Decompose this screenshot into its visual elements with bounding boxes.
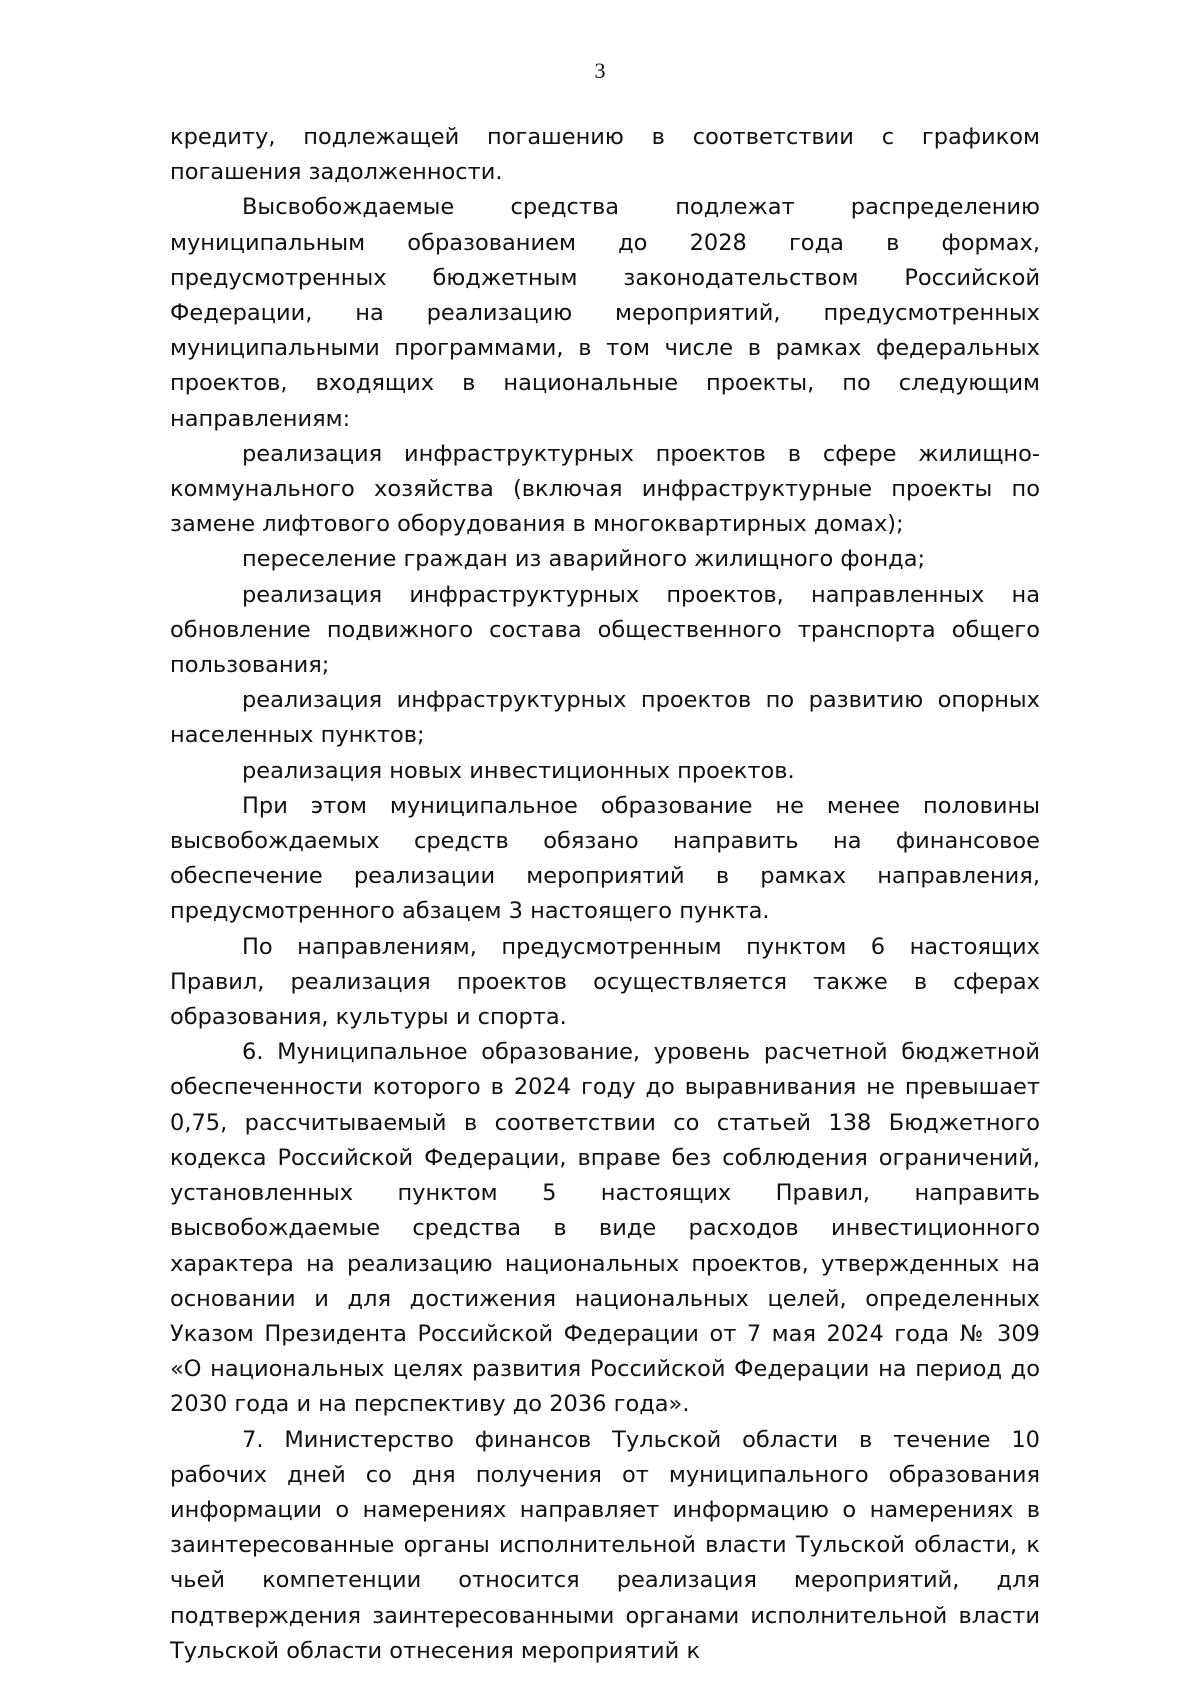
paragraph: переселение граждан из аварийного жилищного фонда;	[242, 546, 926, 573]
paragraph: По направлениям, предусмотренным пунктом 6 настоящих Правил, реализация проектов осуществляется также в сферах образования, культуры и спорта.	[170, 933, 1040, 1031]
document-body	[170, 120, 1040, 1669]
paragraph: реализация инфраструктурных проектов, направленных на обновление подвижного состава общественного транспорта общего пользования;	[170, 581, 1040, 679]
page-number: 3	[594, 58, 606, 83]
paragraph: При этом муниципальное образование не менее половины высвобождаемых средств обязано направить на финансовое обеспечение реализации мероприятий в рамках направления, предусмотренного абзацем 3 настоящего пункта.	[170, 792, 1040, 925]
paragraph: 7. Министерство финансов Тульской области в течение 10 рабочих дней со дня получения от муниципального образования информации о намерениях направляет информацию о намерениях в заинтересованные органы исполнительной власти Тульской области, к чьей компетенции относится реализация мероприятий, для подтверждения заинтересованными органами исполнительной власти Тульской области отнесения мероприятий к	[170, 1426, 1040, 1664]
paragraph: Высвобождаемые средства подлежат распределению муниципальным образованием до 2028 года в формах, предусмотренных бюджетным законодательством Российской Федерации, на реализацию мероприятий, предусмотренных муниципальными программами, в том числе в рамках федеральных проектов, входящих в национальные проекты, по следующим направлениям:	[170, 194, 1040, 432]
paragraph: реализация новых инвестиционных проектов.	[242, 757, 795, 784]
paragraph: реализация инфраструктурных проектов по развитию опорных населенных пунктов;	[170, 687, 1040, 749]
paragraph: кредиту, подлежащей погашению в соответствии с графиком погашения задолженности.	[170, 124, 1040, 186]
paragraph: реализация инфраструктурных проектов в сфере жилищно-коммунального хозяйства (включая инфраструктурные проекты по замене лифтового оборудования в многоквартирных домах);	[170, 440, 1040, 538]
paragraph: 6. Муниципальное образование, уровень расчетной бюджетной обеспеченности которого в 2024 году до выравнивания не превышает 0,75, рассчитываемый в соответствии со статьей 138 Бюджетного кодекса Российской Федерации, вправе без соблюдения ограничений, установленных пунктом 5 настоящих Правил, направить высвобождаемые средства в виде расходов инвестиционного характера на реализацию национальных проектов, утвержденных на основании и для достижения национальных целей, определенных Указом Президента Российской Федерации от 7 мая 2024 года № 309 «О национальных целях развития Российской Федерации на период до 2030 года и на перспективу до 2036 года».	[170, 1039, 1040, 1418]
